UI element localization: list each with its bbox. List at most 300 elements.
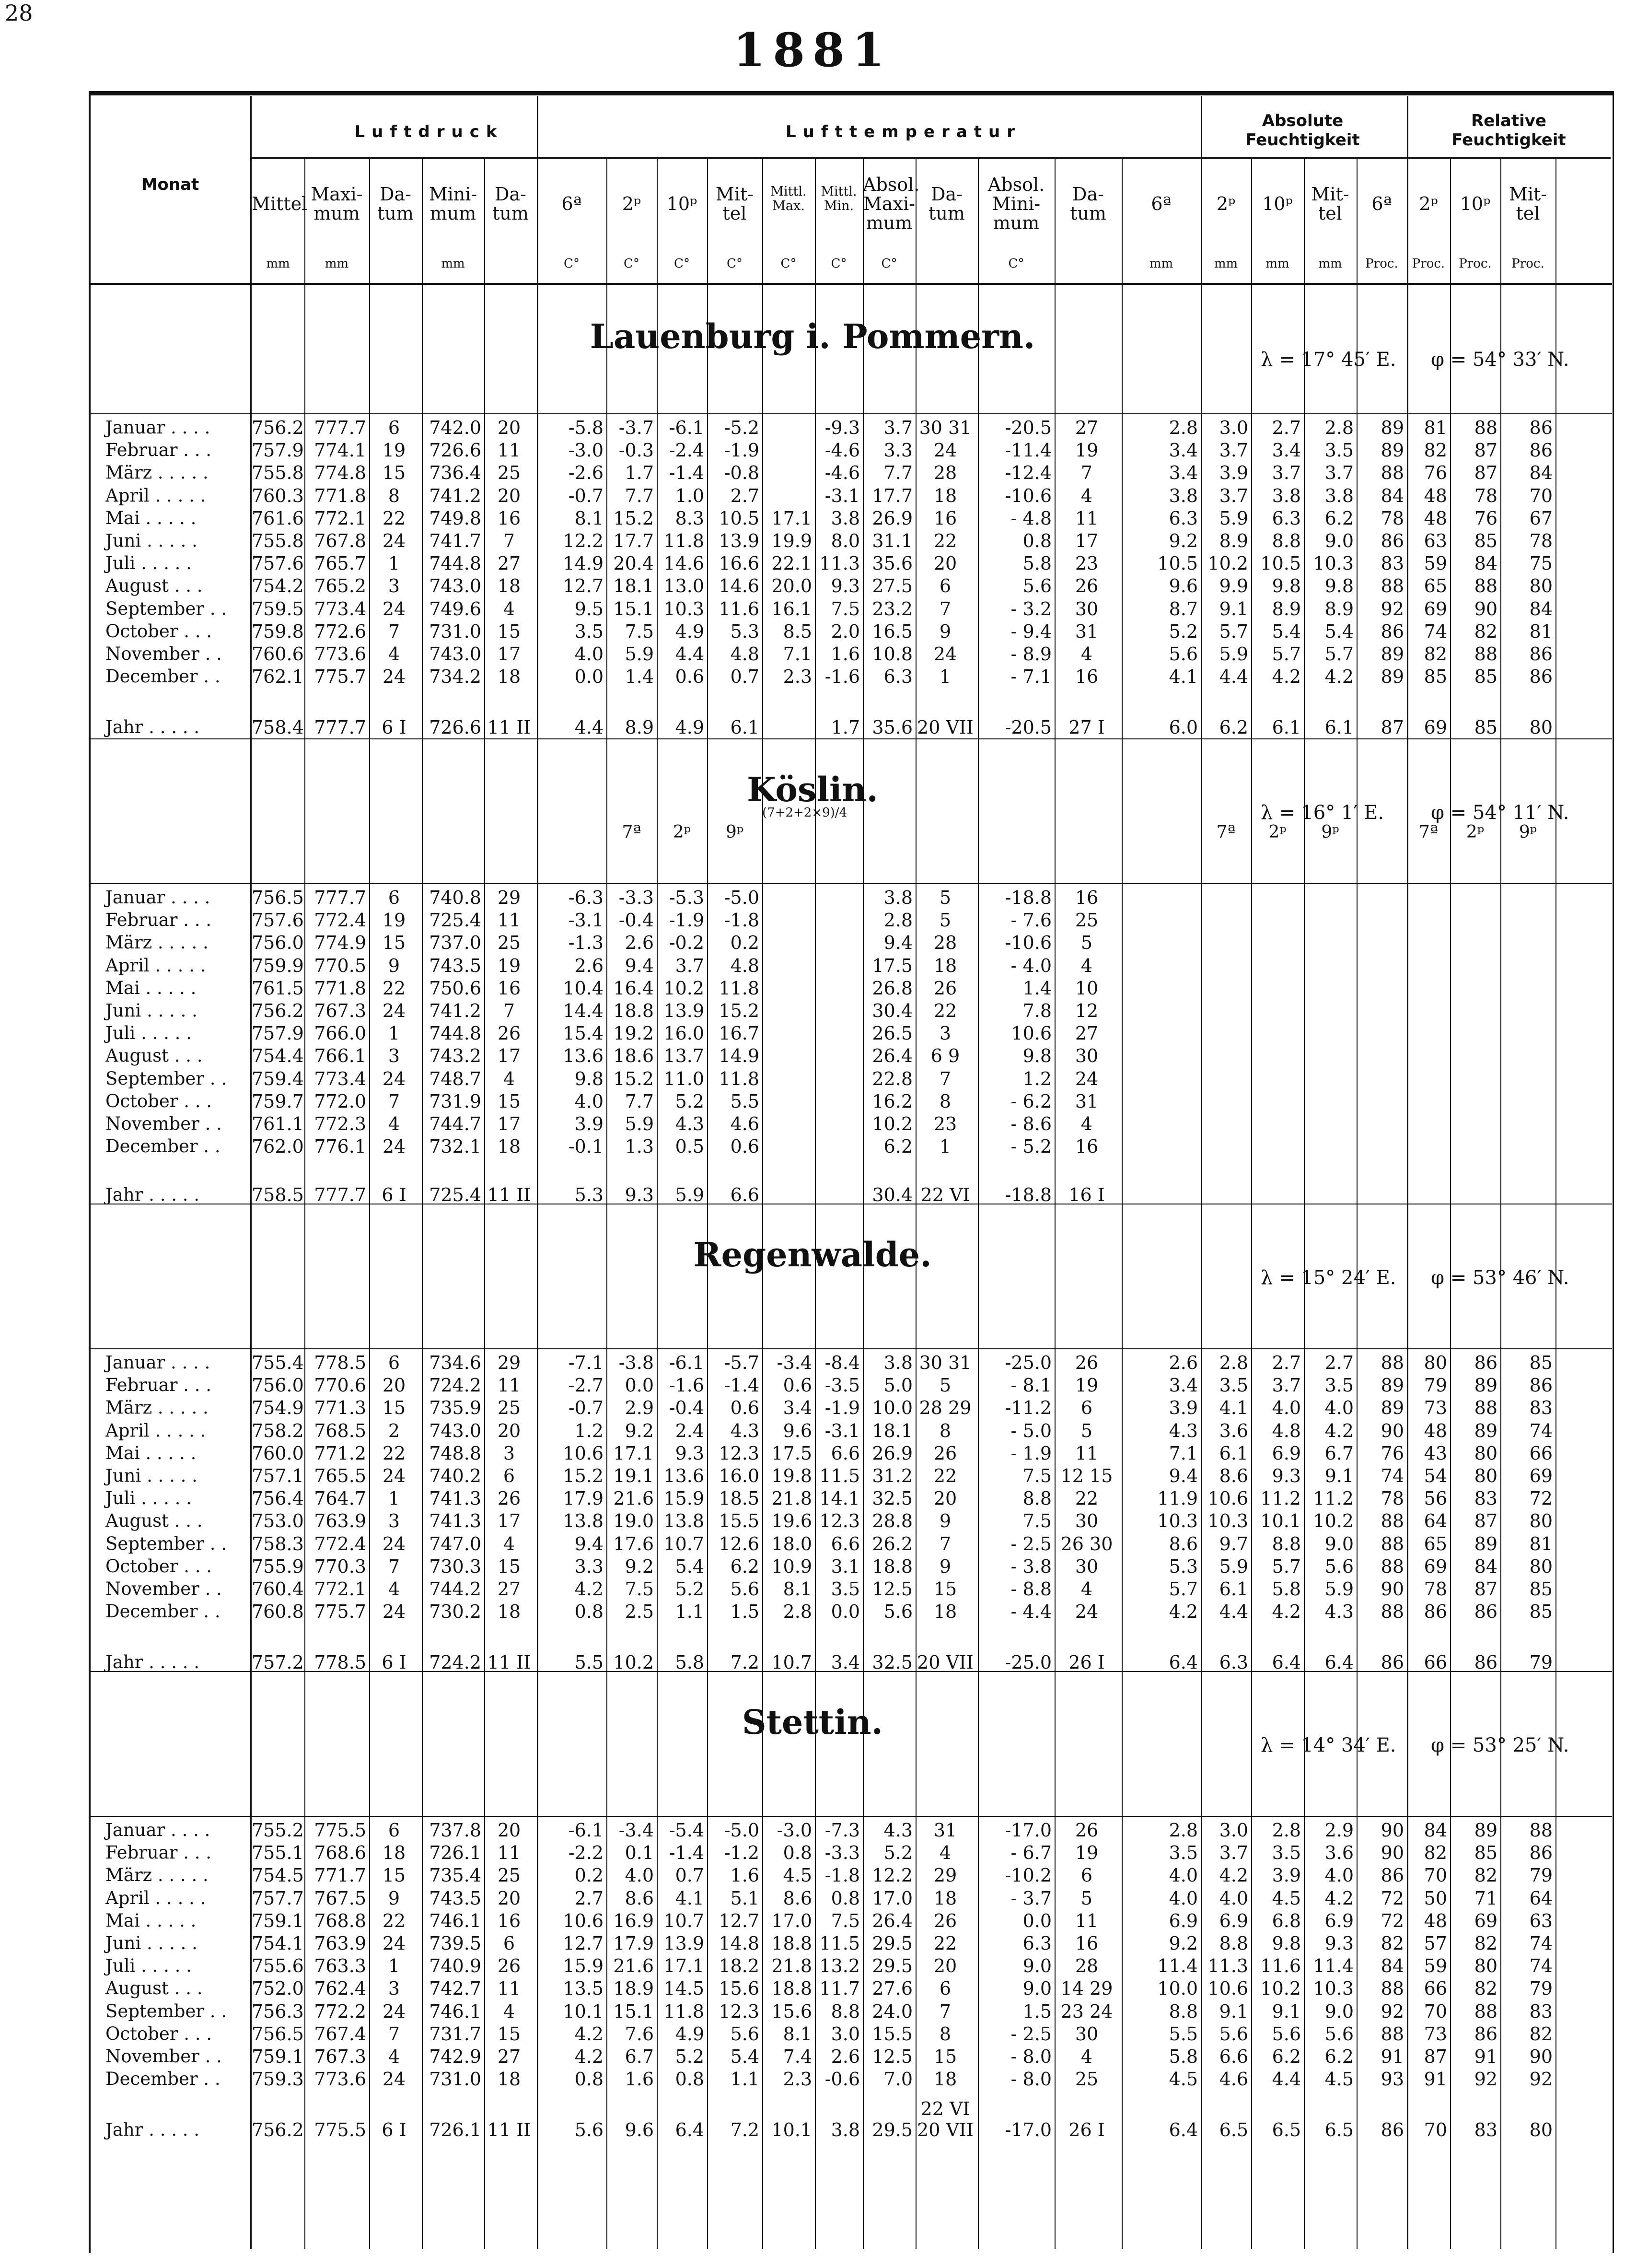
rule-data-top (89, 883, 1612, 884)
table-cell: 5.7 (1219, 620, 1248, 642)
column-header: Mit- tel (1311, 184, 1349, 224)
column-header: Da- tum (492, 184, 529, 224)
column-header: 6ª (1371, 193, 1392, 214)
table-cell: 4.2 (574, 2046, 604, 2067)
table-cell: 13.6 (563, 1045, 604, 1067)
table-cell: 20 (497, 1420, 521, 1441)
table-cell: 59 (1424, 1955, 1447, 1977)
table-cell: 30 31 (919, 1352, 972, 1373)
table-cell: 3.5 (1272, 1842, 1301, 1864)
table-cell: 12.2 (872, 1865, 913, 1886)
table-cell: 76 (1381, 1442, 1404, 1464)
table-cell: 72 (1381, 1887, 1404, 1909)
table-cell: 82 (1474, 1978, 1497, 1999)
table-cell: 767.8 (314, 530, 366, 551)
table-cell: 31 (1075, 1090, 1099, 1112)
table-cell: 10.6 (1011, 1023, 1052, 1044)
table-cell: - 8.0 (1010, 2069, 1052, 2090)
column-header: Maxi- mum (311, 184, 363, 224)
table-cell: 87 (1424, 2046, 1447, 2067)
table-cell: 5.9 (1219, 1555, 1248, 1577)
table-cell: 15.1 (613, 2000, 654, 2022)
table-cell: 735.9 (429, 1397, 481, 1419)
table-cell: 3.5 (1169, 1842, 1198, 1864)
table-cell: 743.5 (429, 1887, 481, 1909)
table-cell: 773.6 (314, 2069, 366, 2090)
table-cell: 6.7 (625, 2046, 654, 2067)
table-cell: 18.9 (613, 1978, 654, 1999)
table-cell: 82 (1424, 440, 1447, 461)
table-cell: 7 (939, 1068, 952, 1089)
table-cell: 4 (1080, 485, 1093, 506)
table-cell: 0.0 (1022, 1910, 1052, 1931)
rule-data-top (89, 413, 1612, 414)
table-cell: 5.4 (675, 1555, 704, 1577)
row-label: März . . . . . (105, 462, 209, 483)
table-cell: 18.6 (613, 1045, 654, 1067)
table-cell: 8 (939, 1420, 952, 1441)
table-cell: 8.6 (625, 1887, 654, 1909)
column-header: 10ᵖ (1460, 193, 1491, 214)
table-cell: 3.7 (1324, 462, 1354, 484)
table-cell: 6.0 (1169, 717, 1198, 738)
table-cell: 54 (1424, 1465, 1447, 1486)
table-cell: 8.0 (831, 530, 860, 551)
table-cell: -5.2 (724, 417, 759, 438)
table-cell: -6.3 (568, 887, 604, 908)
table-cell: 83 (1474, 2119, 1497, 2140)
table-cell: 763.3 (314, 1955, 366, 1977)
table-cell: 6.4 (1272, 1652, 1301, 1673)
table-cell: -3.0 (777, 1820, 812, 1841)
table-cell: 9.8 (1272, 1933, 1301, 1954)
table-cell: 770.5 (314, 955, 366, 976)
table-cell: 9 (388, 1887, 400, 1909)
table-cell: -18.8 (1005, 1184, 1052, 1205)
table-cell: 8.9 (1219, 530, 1248, 551)
row-label: October . . . (105, 1090, 212, 1111)
table-cell: 735.4 (429, 1865, 481, 1886)
table-cell: - 8.8 (1010, 1578, 1052, 1600)
table-cell: 744.8 (429, 553, 481, 574)
table-cell: 8.8 (1219, 1933, 1248, 1954)
table-cell: 12.3 (719, 2000, 759, 2022)
table-cell: 5.6 (1169, 643, 1198, 665)
table-cell: 87 (1474, 1510, 1497, 1532)
table-cell: 4.2 (574, 2023, 604, 2045)
table-cell: 2.3 (783, 2069, 812, 2090)
column-unit: C° (727, 257, 743, 271)
table-cell: 84 (1474, 553, 1497, 574)
table-cell: 6.5 (1219, 2119, 1248, 2140)
table-cell: 81 (1424, 417, 1447, 438)
table-cell: 741.2 (429, 1000, 481, 1021)
table-cell: 10.5 (1260, 553, 1301, 574)
table-cell: -1.8 (824, 1865, 860, 1886)
table-cell: 9 (939, 620, 952, 642)
table-cell: 770.6 (314, 1375, 366, 1396)
table-cell: -3.8 (618, 1352, 654, 1373)
table-cell: 6 (388, 1352, 400, 1373)
table-cell: -20.5 (1005, 717, 1052, 738)
table-cell: 3.8 (883, 887, 913, 908)
table-cell: 18 (933, 955, 957, 976)
table-cell: 3 (503, 1442, 515, 1464)
table-cell: 4.3 (730, 1420, 759, 1441)
header-lufttemperatur: Lufttemperatur (786, 122, 1021, 141)
table-cell: 30 31 (919, 417, 972, 438)
table-cell: 739.5 (429, 1933, 481, 1954)
table-cell: - 8.0 (1010, 2046, 1052, 2067)
table-cell: 24 (1075, 1601, 1099, 1623)
table-cell: 7.8 (1022, 1000, 1052, 1021)
table-cell: 756.3 (252, 2000, 304, 2022)
table-cell: 70 (1424, 2119, 1447, 2140)
table-cell: 20 (933, 1955, 957, 1977)
table-cell: 92 (1529, 2069, 1553, 2090)
table-cell: 755.8 (252, 530, 304, 551)
table-cell: 10.1 (771, 2119, 812, 2140)
station-name: Lauenburg i. Pommern. (590, 316, 1035, 356)
table-cell: 4 (939, 1842, 952, 1864)
table-cell: 7 (388, 620, 400, 642)
table-cell: 74 (1529, 1933, 1553, 1954)
table-cell: 30 (1075, 1555, 1099, 1577)
table-cell: 88 (1474, 417, 1497, 438)
table-cell: 10.9 (771, 1555, 812, 1577)
table-cell: 3.5 (1219, 1375, 1248, 1396)
table-cell: -4.6 (824, 462, 860, 484)
table-cell: - 3.7 (1010, 1887, 1052, 1909)
table-cell: 5 (1080, 932, 1093, 954)
table-cell: 22 (933, 1933, 957, 1954)
table-cell: 23.2 (872, 598, 913, 620)
table-cell: 16.0 (663, 1023, 704, 1044)
table-cell: 2.4 (675, 1420, 704, 1441)
table-cell: -5.8 (568, 417, 604, 438)
table-cell: 88 (1381, 1533, 1404, 1555)
table-cell: 0.8 (675, 2069, 704, 2090)
column-unit: Proc. (1459, 257, 1492, 271)
table-cell: 63 (1529, 1910, 1553, 1931)
row-label: November . . (105, 1113, 222, 1134)
table-cell: 7 (1080, 462, 1093, 484)
table-cell: 1.3 (625, 1136, 654, 1157)
table-cell: 26.5 (872, 1023, 913, 1044)
table-cell: 19.6 (771, 1510, 812, 1532)
table-cell: 755.4 (252, 1352, 304, 1373)
table-cell: 4 (388, 2046, 400, 2067)
table-cell: 3.6 (1219, 1420, 1248, 1441)
row-label: Jahr . . . . . (105, 1184, 200, 1205)
table-cell: 4.5 (1324, 2069, 1354, 2090)
row-label: Januar . . . . (105, 417, 210, 438)
table-cell: 86 (1381, 1865, 1404, 1886)
table-cell: 14.6 (719, 575, 759, 597)
table-cell: -3.4 (618, 1820, 654, 1841)
row-label: November . . (105, 2046, 222, 2067)
table-cell: 10.7 (663, 1533, 704, 1555)
table-cell: 86 (1381, 620, 1404, 642)
table-cell: 22 (382, 507, 406, 529)
table-cell: 4.5 (1169, 2069, 1198, 2090)
row-label: Juli . . . . . (105, 1488, 192, 1509)
table-cell: 17.6 (613, 1533, 654, 1555)
table-cell: 27 (497, 553, 521, 574)
table-cell: 24 (382, 1465, 406, 1486)
table-cell: 70 (1529, 485, 1553, 506)
table-cell: 756.2 (252, 1000, 304, 1021)
row-label: Mai . . . . . (105, 1442, 197, 1463)
table-cell: 6.4 (1169, 2119, 1198, 2140)
row-label: Mai . . . . . (105, 1910, 197, 1931)
table-cell: 2.8 (783, 1601, 812, 1623)
table-cell: 6.3 (1169, 507, 1198, 529)
table-cell: 27 (497, 2046, 521, 2067)
table-cell: 4.8 (730, 955, 759, 976)
table-cell: 0.5 (675, 1136, 704, 1157)
table-cell: 4.9 (675, 717, 704, 738)
table-cell: 759.5 (252, 598, 304, 620)
row-label: Januar . . . . (105, 887, 210, 908)
table-cell: 772.3 (314, 1113, 366, 1134)
table-cell: 756.0 (252, 1375, 304, 1396)
table-cell: 79 (1424, 1375, 1447, 1396)
table-cell: 726.6 (429, 717, 481, 738)
table-cell: 2.7 (1272, 1352, 1301, 1373)
column-header: 6ª (1151, 193, 1172, 214)
table-cell: 772.1 (314, 507, 366, 529)
table-cell: 10.3 (663, 598, 704, 620)
table-cell: 26.9 (872, 507, 913, 529)
column-unit: Proc. (1511, 257, 1544, 271)
row-label: April . . . . . (105, 1420, 206, 1441)
table-cell: 69 (1424, 717, 1447, 738)
table-cell: 84 (1474, 1555, 1497, 1577)
table-cell: 13.8 (663, 1510, 704, 1532)
table-cell: 12.6 (719, 1533, 759, 1555)
table-cell: 4 (503, 598, 515, 620)
table-cell: 85 (1529, 1601, 1553, 1623)
table-cell: 5.9 (1219, 643, 1248, 665)
table-cell: 19.2 (613, 1023, 654, 1044)
table-cell: 2.8 (1324, 417, 1354, 438)
table-cell: 18.8 (613, 1000, 654, 1021)
table-cell: 12.2 (563, 530, 604, 551)
table-cell: 69 (1529, 1465, 1553, 1486)
table-cell: 4.0 (625, 1865, 654, 1886)
table-cell: 11 (497, 1978, 521, 1999)
table-cell: 5.1 (730, 1887, 759, 1909)
table-cell: 71 (1474, 1887, 1497, 1909)
table-cell: -3.1 (568, 910, 604, 931)
column-header: Absol. Mini- mum (987, 174, 1045, 234)
table-cell: 17.1 (771, 507, 812, 529)
row-label: Januar . . . . (105, 1820, 210, 1840)
table-cell: 725.4 (429, 1184, 481, 1205)
rule-header-bottom (89, 283, 1612, 285)
table-cell: 11.8 (719, 1068, 759, 1089)
table-cell: 4.3 (675, 1113, 704, 1134)
table-cell: 20 (497, 417, 521, 438)
table-cell: 69 (1424, 1555, 1447, 1577)
table-cell: 8 (939, 2023, 952, 2045)
table-cell: 2.6 (831, 2046, 860, 2067)
table-cell: 6.1 (1272, 717, 1301, 738)
table-cell: 11 II (487, 1652, 531, 1673)
table-cell: 80 (1529, 575, 1553, 597)
table-cell: 11.8 (719, 977, 759, 999)
table-cell: 0.8 (783, 1842, 812, 1864)
table-cell: 5.9 (625, 1113, 654, 1134)
table-cell: 5.0 (883, 1375, 913, 1396)
table-cell: 761.1 (252, 1113, 304, 1134)
table-cell: 7.5 (831, 1910, 860, 1931)
table-cell: 3.4 (1169, 1375, 1198, 1396)
table-cell: 13.8 (563, 1510, 604, 1532)
column-unit: mm (325, 257, 349, 271)
table-cell: 88 (1381, 575, 1404, 597)
row-label: Juni . . . . . (105, 1933, 197, 1953)
table-cell: 747.0 (429, 1533, 481, 1555)
table-cell: 9.3 (675, 1442, 704, 1464)
column-unit: C° (1008, 257, 1024, 271)
table-cell: 88 (1381, 1352, 1404, 1373)
table-cell: 30 (1075, 2023, 1099, 2045)
table-cell: 758.3 (252, 1533, 304, 1555)
table-cell: 22 (382, 1442, 406, 1464)
table-cell: 88 (1381, 1510, 1404, 1532)
table-cell: 6.1 (1219, 1442, 1248, 1464)
table-cell: 14.8 (719, 1933, 759, 1954)
table-cell: 3.5 (831, 1578, 860, 1600)
table-cell: 73 (1424, 2023, 1447, 2045)
table-cell: 10.1 (563, 2000, 604, 2022)
table-cell: 760.3 (252, 485, 304, 506)
table-cell: 4.0 (1169, 1887, 1198, 1909)
table-cell: 9.2 (1169, 530, 1198, 551)
table-cell: 10.3 (1157, 1510, 1198, 1532)
table-cell: 18.5 (719, 1488, 759, 1509)
table-cell: 4.4 (1272, 2069, 1301, 2090)
table-cell: 19.0 (613, 1510, 654, 1532)
table-cell: - 4.0 (1010, 955, 1052, 976)
table-cell: -7.3 (824, 1820, 860, 1841)
rule-station-divider (89, 738, 1612, 739)
table-cell: 2.6 (625, 932, 654, 954)
table-cell: 0.8 (831, 1887, 860, 1909)
table-cell: 4.4 (675, 643, 704, 665)
table-cell: 11.8 (663, 2000, 704, 2022)
table-cell: -4.6 (824, 440, 860, 461)
table-cell: 20 (933, 1488, 957, 1509)
table-cell: 14.6 (663, 553, 704, 574)
table-cell: 87 (1474, 440, 1497, 461)
table-cell: 750.6 (429, 977, 481, 999)
table-cell: 89 (1381, 440, 1404, 461)
table-cell: 10.2 (1207, 553, 1248, 574)
table-cell: 6.3 (1022, 1933, 1052, 1954)
table-cell: 6.5 (1324, 2119, 1354, 2140)
table-cell: 1.7 (625, 462, 654, 484)
column-header: Mit- tel (715, 184, 754, 224)
column-unit: mm (1265, 257, 1289, 271)
table-cell: 9.6 (1169, 575, 1198, 597)
table-cell: 0.0 (625, 1375, 654, 1396)
table-cell: 11.3 (819, 553, 860, 574)
table-cell: 72 (1381, 1910, 1404, 1931)
table-cell: 90 (1529, 2046, 1553, 2067)
table-cell: 760.4 (252, 1578, 304, 1600)
header-monat: Monat (141, 175, 199, 194)
station-subheader: 2ᵖ (673, 822, 691, 842)
table-cell: 7 (388, 2023, 400, 2045)
table-cell: 3.7 (1272, 462, 1301, 484)
table-cell: 755.1 (252, 1842, 304, 1864)
table-cell: - 8.9 (1010, 643, 1052, 665)
table-cell: 0.8 (574, 1601, 604, 1623)
table-cell: 731.0 (429, 620, 481, 642)
table-cell: 5.6 (1219, 2023, 1248, 2045)
page-number: 28 (5, 0, 33, 26)
table-cell: -11.2 (1005, 1397, 1052, 1419)
table-cell: 15.2 (563, 1465, 604, 1486)
table-cell: 85 (1424, 666, 1447, 688)
table-cell: 768.5 (314, 1420, 366, 1441)
table-cell: 11.0 (663, 1068, 704, 1089)
table-cell: 4 (1080, 2046, 1093, 2067)
table-cell: 1 (388, 1955, 400, 1977)
table-cell: 80 (1474, 1955, 1497, 1977)
table-cell: 7 (939, 2000, 952, 2022)
table-cell: 775.7 (314, 1601, 366, 1623)
table-cell: 6 (388, 1820, 400, 1841)
table-cell: 7.5 (625, 1578, 654, 1600)
table-cell: 742.9 (429, 2046, 481, 2067)
table-cell: 726.1 (429, 2119, 481, 2140)
table-cell: 79 (1529, 1865, 1553, 1886)
table-cell: 7.6 (625, 2023, 654, 2045)
table-cell: 73 (1424, 1397, 1447, 1419)
table-cell: 80 (1474, 1465, 1497, 1486)
table-cell: 13.2 (819, 1955, 860, 1977)
station-name: Stettin. (742, 1702, 883, 1742)
table-cell: 24 (382, 1601, 406, 1623)
table-cell: 775.7 (314, 666, 366, 688)
table-cell: - 5.2 (1010, 1136, 1052, 1157)
table-cell: 1.4 (625, 666, 654, 688)
table-cell: 4.5 (1272, 1887, 1301, 1909)
station-subheader: 7ª (1418, 822, 1438, 842)
table-cell: 2 (388, 1420, 400, 1441)
row-label: Jahr . . . . . (105, 2119, 200, 2140)
table-cell: 26.9 (872, 1442, 913, 1464)
table-cell: 772.6 (314, 620, 366, 642)
table-cell: 26.4 (872, 1910, 913, 1931)
table-cell: 9.4 (625, 955, 654, 976)
table-cell: 762.1 (252, 666, 304, 688)
table-cell: -1.9 (724, 440, 759, 461)
table-cell: 17.9 (563, 1488, 604, 1509)
table-cell: 25 (497, 1865, 521, 1886)
table-cell: 15.6 (719, 1978, 759, 1999)
station-name: Köslin. (747, 770, 878, 809)
table-cell: 772.1 (314, 1578, 366, 1600)
table-cell: 89 (1381, 643, 1404, 665)
table-cell: 5.7 (1324, 643, 1354, 665)
table-cell: 4.2 (1169, 1601, 1198, 1623)
table-cell: 78 (1381, 1488, 1404, 1509)
